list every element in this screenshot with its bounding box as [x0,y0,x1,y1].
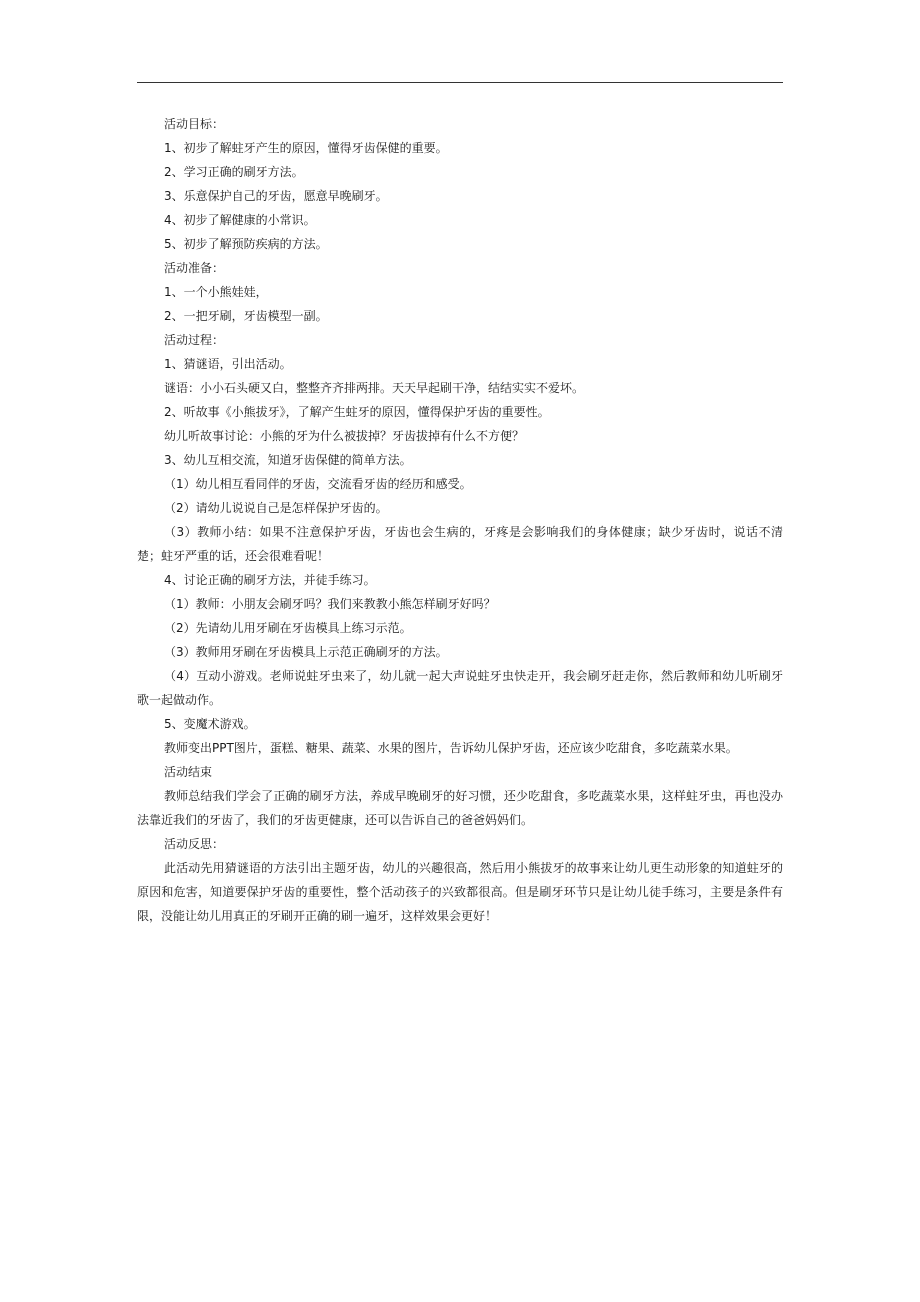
discussion-text: 幼儿听故事讨论：小熊的牙为什么被拔掉？牙齿拔掉有什么不方便？ [164,429,525,443]
end-paragraph: 教师总结我们学会了正确的刷牙方法，养成早晚刷牙的好习惯，还少吃甜食，多吃蔬菜水果，这样蛀牙虫，再也没办法靠近我们的牙齿了，我们的牙齿更健康，还可以告诉自己的爸爸妈妈们。 [137,789,783,827]
process-step: 1、猜谜语，引出活动。 [164,357,292,371]
magic-text: 教师变出PPT图片，蛋糕、糖果、蔬菜、水果的图片，告诉幼儿保护牙齿，还应该少吃甜食，多吃蔬菜水果。 [164,741,738,755]
heading-end: 活动结束 [164,765,213,779]
sub-step: （1）教师：小朋友会刷牙吗？我们来教教小熊怎样刷牙好吗？ [164,597,496,611]
goal-item: 5、初步了解预防疾病的方法。 [164,237,328,251]
goal-item: 3、乐意保护自己的牙齿，愿意早晚刷牙。 [164,189,388,203]
goal-item: 2、学习正确的刷牙方法。 [164,165,304,179]
sub-step: （2）请幼儿说说自己是怎样保护牙齿的。 [164,501,388,515]
document-body [137,112,783,928]
reflection-paragraph: 此活动先用猜谜语的方法引出主题牙齿，幼儿的兴趣很高，然后用小熊拔牙的故事来让幼儿更生动形象的知道蛀牙的原因和危害，知道要保护牙齿的重要性，整个活动孩子的兴致都很高。但是刷牙环节只是让幼儿徒手练习，主要是条件有限，没能让幼儿用真正的牙刷开正确的刷一遍牙，这样效果会更好！ [137,861,783,923]
heading-reflection: 活动反思： [164,837,225,851]
sub-step: （3）教师用牙刷在牙齿模具上示范正确刷牙的方法。 [164,645,448,659]
preparation-item: 1、一个小熊娃娃， [164,285,268,299]
heading-process: 活动过程： [164,333,225,347]
process-step: 3、幼儿互相交流，知道牙齿保健的简单方法。 [164,453,412,467]
process-step: 5、变魔术游戏。 [164,717,256,731]
sub-step: （1）幼儿相互看同伴的牙齿，交流看牙齿的经历和感受。 [164,477,472,491]
game-paragraph: （4）互动小游戏。老师说蛀牙虫来了，幼儿就一起大声说蛀牙虫快走开，我会刷牙赶走你，然后教师和幼儿听刷牙歌一起做动作。 [137,669,783,707]
teacher-summary-paragraph: （3）教师小结：如果不注意保护牙齿，牙齿也会生病的，牙疼是会影响我们的身体健康；缺少牙齿时，说话不清楚；蛀牙严重的话，还会很难看呢！ [137,525,783,563]
heading-preparation: 活动准备： [164,261,225,275]
sub-step: （2）先请幼儿用牙刷在牙齿模具上练习示范。 [164,621,412,635]
goal-item: 4、初步了解健康的小常识。 [164,213,316,227]
riddle-text: 谜语：小小石头硬又白，整整齐齐排两排。天天早起刷干净，结结实实不爱坏。 [164,381,585,395]
header-rule [137,82,783,83]
goal-item: 1、初步了解蛀牙产生的原因，懂得牙齿保健的重要。 [164,141,448,155]
process-step: 2、听故事《小熊拔牙》，了解产生蛀牙的原因，懂得保护牙齿的重要性。 [164,405,550,419]
preparation-item: 2、一把牙刷，牙齿模型一副。 [164,309,328,323]
process-step: 4、讨论正确的刷牙方法，并徒手练习。 [164,573,376,587]
heading-goals: 活动目标： [164,117,225,131]
